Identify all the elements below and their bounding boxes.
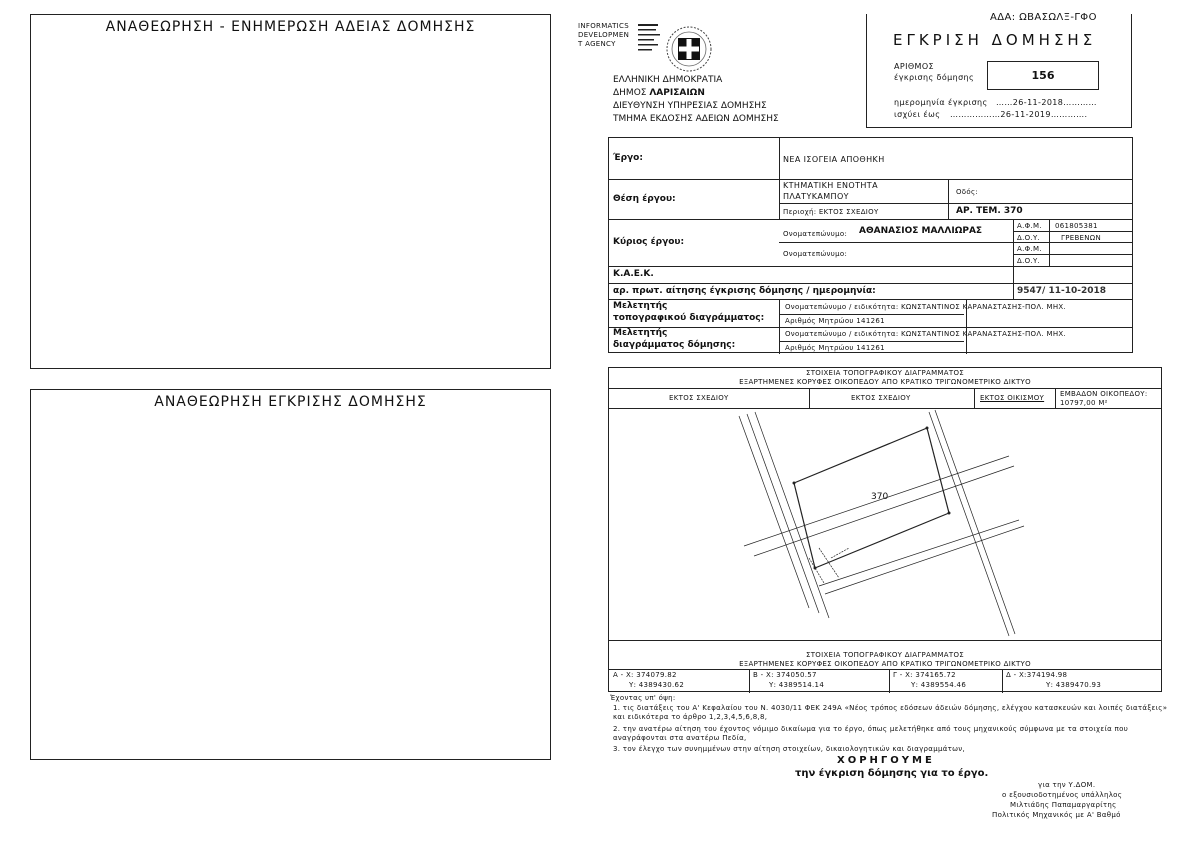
topo-designer-name: Ονοματεπώνυμο / ειδικότητα: ΚΩΝΣΤΑΝΤΙΝΟΣ ΚΑΡΑΝΑΣΤΑΣΗΣ-ΠΟΛ. ΜΗΧ. — [785, 303, 1067, 311]
afm-label: Α.Φ.Μ. — [1017, 222, 1042, 230]
protocol-label: αρ. πρωτ. αίτησης έγκρισης δόμησης / ημερομηνία: — [613, 286, 876, 296]
street-label: Οδός: — [956, 188, 979, 196]
topo-designer-label2: τοπογραφικού διαγράμματος: — [613, 313, 765, 323]
building-designer-name: Ονοματεπώνυμο / ειδικότητα: ΚΩΝΣΤΑΝΤΙΝΟΣ ΚΑΡΑΝΑΣΤΑΣΗΣ-ΠΟΛ. ΜΗΧ. — [785, 330, 1067, 338]
doy2-label: Δ.Ο.Υ. — [1017, 257, 1041, 265]
org-department: ΤΜΗΜΑ ΕΚΔΟΣΗΣ ΑΔΕΙΩΝ ΔΟΜΗΣΗΣ — [613, 114, 779, 124]
approval-title: ΕΓΚΡΙΣΗ ΔΟΜΗΣΗΣ — [893, 31, 1097, 49]
revision-approval-title: ΑΝΑΘΕΩΡΗΣΗ ΕΓΚΡΙΣΗΣ ΔΟΜΗΣΗΣ — [154, 394, 427, 410]
org-municipality — [613, 88, 705, 98]
location-value1: ΚΤΗΜΑΤΙΚΗ ΕΝΟΤΗΤΑ — [783, 181, 878, 190]
vertex-d-x: Δ - Χ:374194.98 — [1006, 671, 1068, 679]
vertex-c-x: Γ - Χ: 374165.72 — [893, 671, 956, 679]
topographic-plan-box — [608, 367, 1162, 692]
vertex-b-y: Υ: 4389514.14 — [769, 681, 825, 689]
clause-2-line1: 2. την ανατέρω αίτηση του έχοντος νόμιμο δικαίωμα για το έργο, όπως μελετήθηκε από τους μηχανικούς σύμφωνα με τα στοιχεία που — [613, 725, 1129, 733]
vertex-a-y: Υ: 4389430.62 — [629, 681, 685, 689]
afm2-label: Α.Φ.Μ. — [1017, 245, 1042, 253]
plot-area-value: 10797,00 M² — [1060, 399, 1108, 407]
plan-footer-line1: ΣΤΟΙΧΕΙΑ ΤΟΠΟΓΡΑΦΙΚΟΥ ΔΙΑΓΡΑΜΜΑΤΟΣ — [805, 651, 965, 659]
plan-footer-line2: ΕΞΑΡΤΗΜΕΝΕΣ ΚΟΡΥΦΕΣ ΟΙΚΟΠΕΔΟΥ ΑΠΟ ΚΡΑΤΙΚΟ ΤΡΙΓΩΝΟΜΕΤΡΙΚΟ ΔΙΚΤΥΟ — [739, 660, 1031, 668]
clause-3: 3. τον έλεγχο των συνημμένων στην αίτηση στοιχείων, δικαιολογητικών και διαγραμμάτων, — [613, 745, 966, 753]
revision-permit-panel — [30, 14, 551, 369]
protocol-value: 9547/ 11-10-2018 — [1017, 286, 1107, 296]
owner-label: Κύριος έργου: — [613, 237, 685, 247]
valid-until-label: ισχύει έως — [894, 110, 941, 119]
zone-cell-2: ΕΚΤΟΣ ΣΧΕΔΙΟΥ — [851, 394, 911, 402]
plan-header-line1: ΣΤΟΙΧΕΙΑ ΤΟΠΟΓΡΑΦΙΚΟΥ ΔΙΑΓΡΑΜΜΑΤΟΣ — [805, 369, 965, 377]
org-municipality-name: ΛΑΡΙΣΑΙΩΝ — [649, 88, 705, 98]
agency-logo-icon — [636, 22, 666, 52]
signature-line2: ο εξουσιοδοτημένος υπάλληλος — [1002, 791, 1123, 799]
project-info-table — [608, 137, 1133, 353]
work-label: Έργο: — [613, 153, 643, 163]
signature-line3: Μιλτιάδης Παπαμαργαρίτης — [1010, 801, 1117, 809]
parcel-number: ΑΡ. ΤΕΜ. 370 — [956, 206, 1023, 216]
approval-date-value: ……26-11-2018………… — [996, 98, 1097, 107]
ada-code: ΑΔΑ: ΩΒΑΣΩΛΞ-ΓΦΟ — [990, 12, 1097, 23]
approval-number-label2: έγκρισης δόμησης — [894, 73, 975, 82]
plot-area-label: ΕΜΒΑΔΟΝ ΟΙΚΟΠΕΔΟΥ: — [1060, 390, 1148, 398]
vertex-b-x: Β - Χ: 374050.57 — [753, 671, 817, 679]
grant-heading: ΧΟΡΗΓΟΥΜΕ — [837, 755, 935, 766]
greek-coat-of-arms-icon — [664, 24, 714, 74]
considering-intro: Έχοντας υπ' όψη: — [610, 694, 676, 702]
clause-2-line2: αναγράφονται στα ανατέρω Πεδία, — [613, 734, 747, 742]
approval-number-box — [987, 61, 1099, 90]
topo-designer-registry: Αριθμός Μητρώου 141261 — [785, 317, 885, 325]
kaek-label: Κ.Α.Ε.Κ. — [613, 269, 654, 279]
site-sketch — [609, 408, 1163, 640]
zone-cell-1: ΕΚΤΟΣ ΣΧΕΔΙΟΥ — [669, 394, 729, 402]
owner-name-label: Ονοματεπώνυμο: — [783, 230, 848, 238]
owner-name: ΑΘΑΝΑΣΙΟΣ ΜΑΛΛΙΩΡΑΣ — [859, 226, 983, 236]
org-republic: ΕΛΛΗΝΙΚΗ ΔΗΜΟΚΡΑΤΙΑ — [613, 75, 723, 85]
signature-line4: Πολιτικός Μηχανικός με Α' Βαθμό — [992, 811, 1121, 819]
agency-line2: DEVELOPMEN — [578, 31, 630, 39]
org-municipality-prefix: ΔΗΜΟΣ — [613, 88, 650, 98]
doy-label: Δ.Ο.Υ. — [1017, 234, 1041, 242]
afm-value: 061805381 — [1055, 222, 1098, 230]
topo-designer-label1: Μελετητής — [613, 301, 668, 311]
agency-line1: INFORMATICS — [578, 22, 629, 30]
revision-approval-panel — [30, 389, 551, 760]
doy-value: ΓΡΕΒΕΝΩΝ — [1061, 234, 1101, 242]
approval-number-value: 156 — [1031, 69, 1055, 82]
vertex-a-x: Α - Χ: 374079.82 — [613, 671, 677, 679]
location-label: Θέση έργου: — [613, 194, 676, 204]
zone-cell-3: ΕΚΤΟΣ ΟΙΚΙΣΜΟΥ — [980, 394, 1045, 402]
org-directorate: ΔΙΕΥΘΥΝΣΗ ΥΠΗΡΕΣΙΑΣ ΔΟΜΗΣΗΣ — [613, 101, 767, 111]
signature-line1: για την Υ.ΔΟΜ. — [1038, 781, 1096, 789]
vertex-c-y: Υ: 4389554.46 — [911, 681, 967, 689]
agency-line3: T AGENCY — [578, 40, 616, 48]
plan-header-line2: ΕΞΑΡΤΗΜΕΝΕΣ ΚΟΡΥΦΕΣ ΟΙΚΟΠΕΔΟΥ ΑΠΟ ΚΡΑΤΙΚΟ ΤΡΙΓΩΝΟΜΕΤΡΙΚΟ ΔΙΚΤΥΟ — [739, 378, 1031, 386]
building-designer-label1: Μελετητής — [613, 328, 668, 338]
grant-subheading: την έγκριση δόμησης για το έργο. — [795, 768, 989, 779]
location-value2: ΠΛΑΤΥΚΑΜΠΟΥ — [783, 192, 849, 201]
clause-1-line1: 1. τις διατάξεις του Α' Κεφαλαίου του Ν. 4030/11 ΦΕΚ 249Α «Νέος τρόπος εδόσεων άδειών δόμησης, ελέγχου κατασκευών και λοιπές διατάξεις» — [613, 704, 1168, 712]
parcel-label: 370 — [871, 492, 889, 502]
revision-permit-title: ΑΝΑΘΕΩΡΗΣΗ - ΕΝΗΜΕΡΩΣΗ ΑΔΕΙΑΣ ΔΟΜΗΣΗΣ — [105, 19, 476, 35]
vertex-d-y: Υ: 4389470.93 — [1046, 681, 1102, 689]
building-designer-registry: Αριθμός Μητρώου 141261 — [785, 344, 885, 352]
building-designer-label2: διαγράμματος δόμησης: — [613, 340, 736, 350]
clause-1-line2: και ειδικότερα το άρθρο 1,2,3,4,5,6,8,8, — [613, 713, 768, 721]
valid-until-value: ………………26-11-2019…………. — [950, 110, 1088, 119]
approval-date-label: ημερομηνία έγκρισης — [894, 98, 988, 107]
owner2-name-label: Ονοματεπώνυμο: — [783, 250, 848, 258]
approval-number-label1: ΑΡΙΘΜΟΣ — [894, 62, 935, 71]
work-value: ΝΕΑ ΙΣΟΓΕΙΑ ΑΠΟΘΗΚΗ — [783, 155, 885, 164]
area-label: Περιοχή: ΕΚΤΟΣ ΣΧΕΔΙΟΥ — [783, 208, 879, 216]
